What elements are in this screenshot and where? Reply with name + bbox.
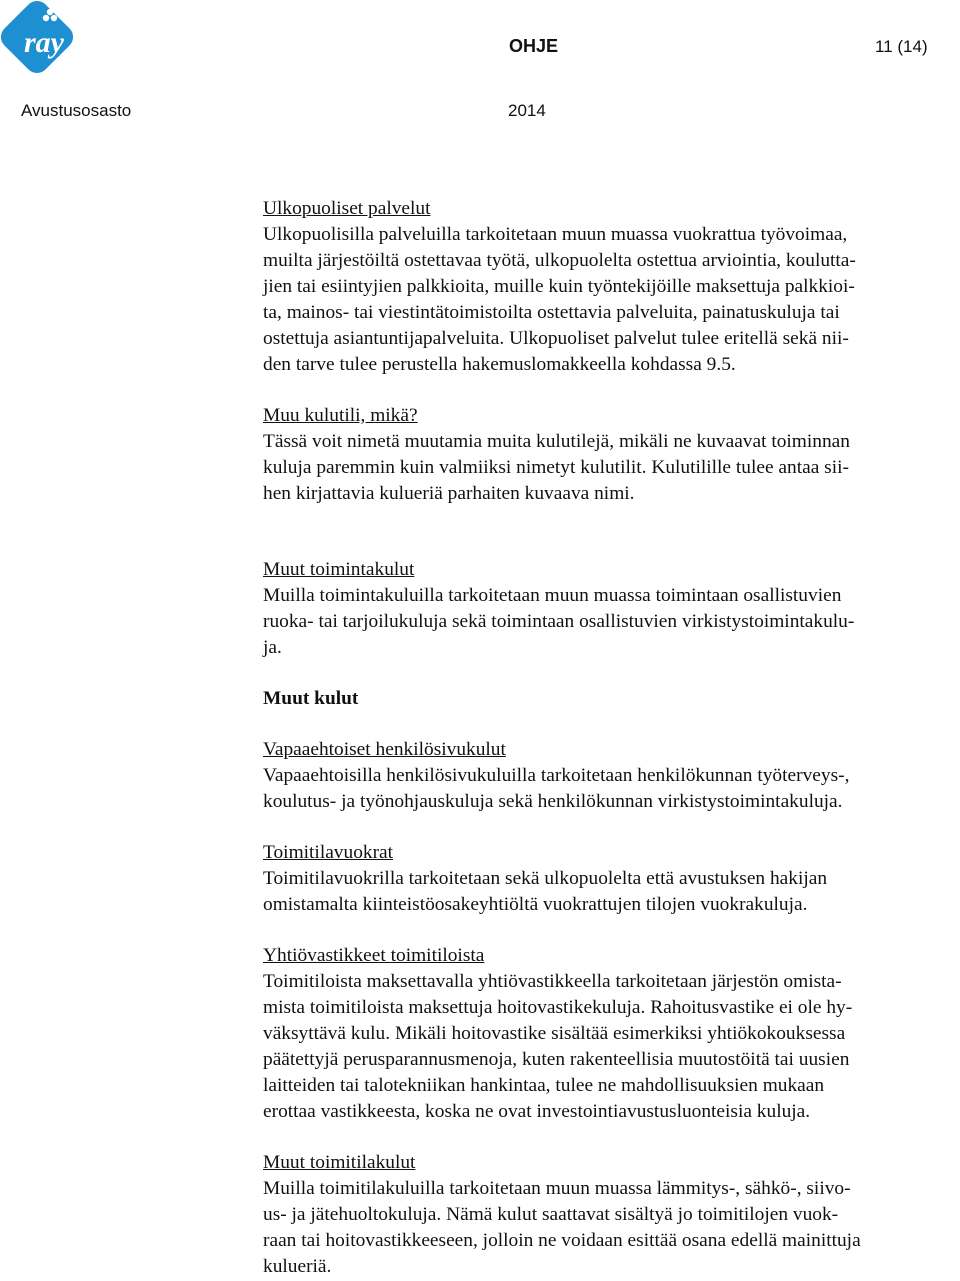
section-title: Muut toimintakulut <box>263 559 415 580</box>
section-text <box>263 866 949 918</box>
heading-muut-kulut: Muut kulut <box>263 688 359 709</box>
text-line: kuluja paremmin kuin valmiiksi nimetyt kulutilit. Kulutilille tulee antaa sii- <box>263 457 849 478</box>
text-line: Toimitilavuokrilla tarkoitetaan sekä ulkopuolelta että avustuksen hakijan <box>263 868 828 889</box>
text-line: erottaa vastikkeesta, koska ne ovat investointiavustusluonteisia kuluja. <box>263 1101 811 1122</box>
text-line: Vapaaehtoisilla henkilösivukuluilla tarkoitetaan henkilökunnan työterveys-, <box>263 765 850 786</box>
text-line: raan tai hoitovastikkeeseen, jolloin ne voidaan esittää osana edellä mainittuja <box>263 1230 861 1251</box>
text-line: ruoka- tai tarjoilukuluja sekä toimintaan osallistuvien virkistystoimintakulu- <box>263 611 855 632</box>
section-title: Vapaaehtoiset henkilösivukulut <box>263 739 506 760</box>
text-line: ostettuja asiantuntijapalveluita. Ulkopuoliset palvelut tulee eritellä sekä nii- <box>263 328 849 349</box>
section-title: Muut toimitilakulut <box>263 1152 416 1173</box>
text-line: den tarve tulee perustella hakemuslomakkeella kohdassa 9.5. <box>263 354 736 375</box>
document-body <box>263 196 949 1280</box>
section-title: Yhtiövastikkeet toimitiloista <box>263 945 485 966</box>
section-text <box>263 763 949 815</box>
section-ulkopuoliset-palvelut <box>263 196 949 378</box>
section-muut-toimitilakulut <box>263 1150 949 1280</box>
text-line: jien tai esiintyjien palkkioita, muille kuin työntekijöille maksettuja palkkioi- <box>263 276 855 297</box>
text-line: laitteiden tai talotekniikan hankintaa, tulee ne mahdollisuuksien mukaan <box>263 1075 825 1096</box>
text-line: päätettyjä perusparannusmenoja, kuten rakenteellisia muutostöitä tai uusien <box>263 1049 850 1070</box>
section-text <box>263 429 949 507</box>
text-line: mista toimitiloista maksettuja hoitovastikekuluja. Rahoitusvastike ei ole hy- <box>263 997 853 1018</box>
section-vapaaehtoiset-henkilosivukulut <box>263 737 949 815</box>
page-number: 11 (14) <box>875 37 928 56</box>
text-line: us- ja jätehuoltokuluja. Nämä kulut saattavat sisältyä jo toimitilojen vuok- <box>263 1204 839 1225</box>
text-line: kulueriä. <box>263 1256 332 1277</box>
section-title: Muu kulutili, mikä? <box>263 405 418 426</box>
text-line: väksyttävä kulu. Mikäli hoitovastike sisältää esimerkiksi yhtiökokouksessa <box>263 1023 846 1044</box>
text-line: muilta järjestöiltä ostettavaa työtä, ulkopuolelta ostettua arviointia, koulutta- <box>263 250 856 271</box>
text-line: ja. <box>263 637 282 658</box>
ray-logo <box>0 0 84 80</box>
text-line: Ulkopuolisilla palveluilla tarkoitetaan muun muassa vuokrattua työvoimaa, <box>263 224 848 245</box>
section-text <box>263 583 949 661</box>
section-text <box>263 1176 949 1280</box>
section-toimitilavuokrat <box>263 840 949 918</box>
section-yhtiovastikkeet <box>263 943 949 1125</box>
document-type: OHJE <box>509 36 559 56</box>
text-line: Muilla toimitilakuluilla tarkoitetaan muun muassa lämmitys-, sähkö-, siivo- <box>263 1178 851 1199</box>
section-text <box>263 222 949 378</box>
department: Avustusosasto <box>21 101 132 120</box>
year: 2014 <box>508 101 546 120</box>
text-line: Tässä voit nimetä muutamia muita kulutilejä, mikäli ne kuvaavat toiminnan <box>263 431 850 452</box>
section-muu-kulutili <box>263 403 949 507</box>
text-line: koulutus- ja työnohjauskuluja sekä henkilökunnan virkistystoimintakuluja. <box>263 791 843 812</box>
text-line: ta, mainos- tai viestintätoimistoilta ostettavia palveluita, painatuskuluja tai <box>263 302 840 323</box>
text-line: Toimitiloista maksettavalla yhtiövastikkeella tarkoitetaan järjestön omista- <box>263 971 842 992</box>
text-line: Muilla toimintakuluilla tarkoitetaan muun muassa toimintaan osallistuvien <box>263 585 842 606</box>
logo-text: ray <box>24 26 64 59</box>
section-title: Toimitilavuokrat <box>263 842 394 863</box>
section-title: Ulkopuoliset palvelut <box>263 198 431 219</box>
text-line: hen kirjattavia kulueriä parhaiten kuvaava nimi. <box>263 483 635 504</box>
text-line: omistamalta kiinteistöosakeyhtiöltä vuokrattujen tilojen vuokrakuluja. <box>263 894 808 915</box>
section-text <box>263 969 949 1125</box>
section-muut-toimintakulut <box>263 557 949 661</box>
